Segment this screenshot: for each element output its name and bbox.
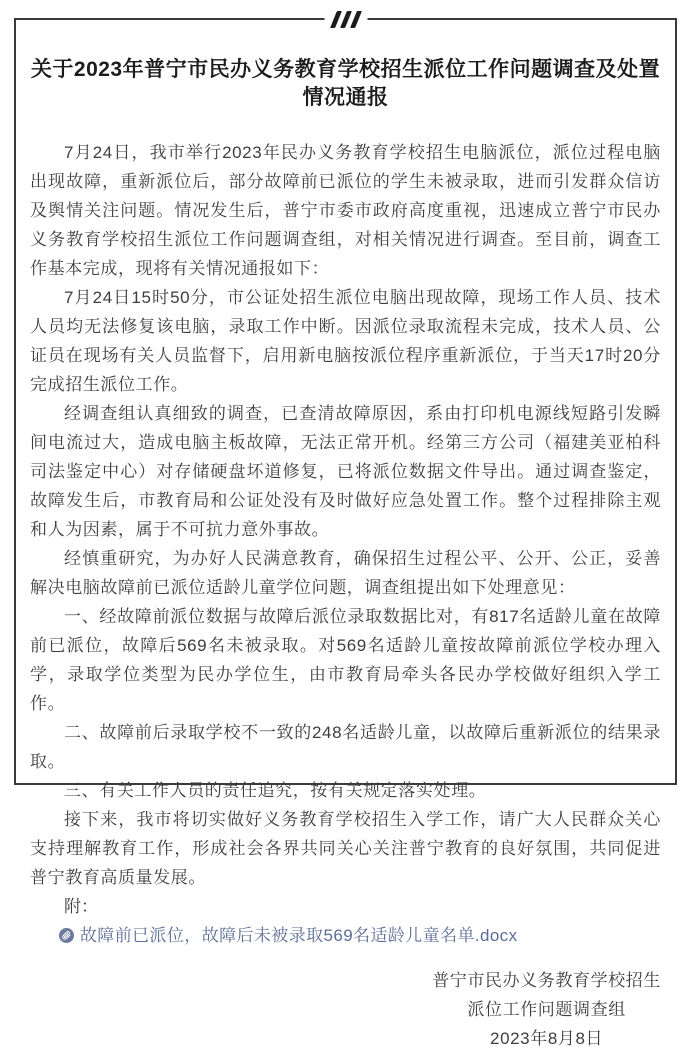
paragraph-measure-2: 二、故障前后录取学校不一致的248名适龄儿童，以故障后重新派位的结果录取。 xyxy=(30,723,661,771)
page-title: 关于2023年普宁市民办义务教育学校招生派位工作问题调查及处置情况通报 xyxy=(30,58,661,109)
paragraph-measure-1: 一、经故障前派位数据与故障后派位录取数据比对，有817名适龄儿童在故障前已派位，故障后569名未被录取。对569名适龄儿童按故障前派位学校办理入学，录取学位类型为民办学位生，由市教育局牵头各民办学校做好组织入学工作。 xyxy=(30,607,661,713)
attachment-link[interactable] xyxy=(59,921,518,950)
slash-icon xyxy=(340,11,352,28)
notice-document xyxy=(14,18,677,1048)
signature-block xyxy=(16,966,675,1053)
triple-slash-decoration xyxy=(324,9,367,30)
paperclip-icon xyxy=(59,928,74,943)
attachment-filename: 故障前已派位，故障后未被录取569名适龄儿童名单.docx xyxy=(79,926,518,945)
paragraph-incident: 7月24日15时50分，市公证处招生派位电脑出现故障，现场工作人员、技术人员均无法修复该电脑，录取工作中断。因派位录取流程未完成，技术人员、公证员在现场有关人员监督下，启用新电脑按派位程序重新派位，于当天17时20分完成招生派位工作。 xyxy=(30,288,661,394)
signature-org-line-1: 普宁市民办义务教育学校招生 xyxy=(432,971,661,990)
signature-date: 2023年8月8日 xyxy=(490,1029,604,1048)
slash-icon xyxy=(350,11,362,28)
paragraph-investigation: 经调查组认真细致的调查，已查清故障原因，系由打印机电源线短路引发瞬间电流过大，造成电脑主板故障，无法正常开机。经第三方公司（福建美亚柏科司法鉴定中心）对存储硬盘坏道修复，已将派位数据文件导出。通过调查鉴定，故障发生后，市教育局和公证处没有及时做好应急处置工作。整个过程排除主观和人为因素，属于不可抗力意外事故。 xyxy=(30,404,661,539)
paragraph-measure-3: 三、有关工作人员的责任追究，按有关规定落实处理。 xyxy=(64,781,487,800)
paragraph-decision-lead: 经慎重研究，为办好人民满意教育，确保招生过程公平、公开、公正，妥善解决电脑故障前已派位适龄儿童学位问题，调查组提出如下处理意见： xyxy=(30,549,661,597)
slash-icon xyxy=(330,11,342,28)
paragraph-closing: 接下来，我市将切实做好义务教育学校招生入学工作，请广大人民群众关心支持理解教育工作，形成社会各界共同关心关注普宁教育的良好氛围，共同促进普宁教育高质量发展。 xyxy=(30,810,661,887)
attachment-label: 附： xyxy=(64,897,98,916)
attachment-row xyxy=(16,921,675,950)
signature-org-line-2: 派位工作问题调查组 xyxy=(467,1000,626,1019)
notice-body xyxy=(16,138,675,892)
paragraph-intro: 7月24日，我市举行2023年民办义务教育学校招生电脑派位，派位过程电脑出现故障，重新派位后，部分故障前已派位的学生未被录取，进而引发群众信访及舆情关注问题。情况发生后，普宁市委市政府高度重视，迅速成立普宁市民办义务教育学校招生派位工作问题调查组，对相关情况进行调查。至目前，调查工作基本完成，现将有关情况通报如下： xyxy=(30,143,661,278)
